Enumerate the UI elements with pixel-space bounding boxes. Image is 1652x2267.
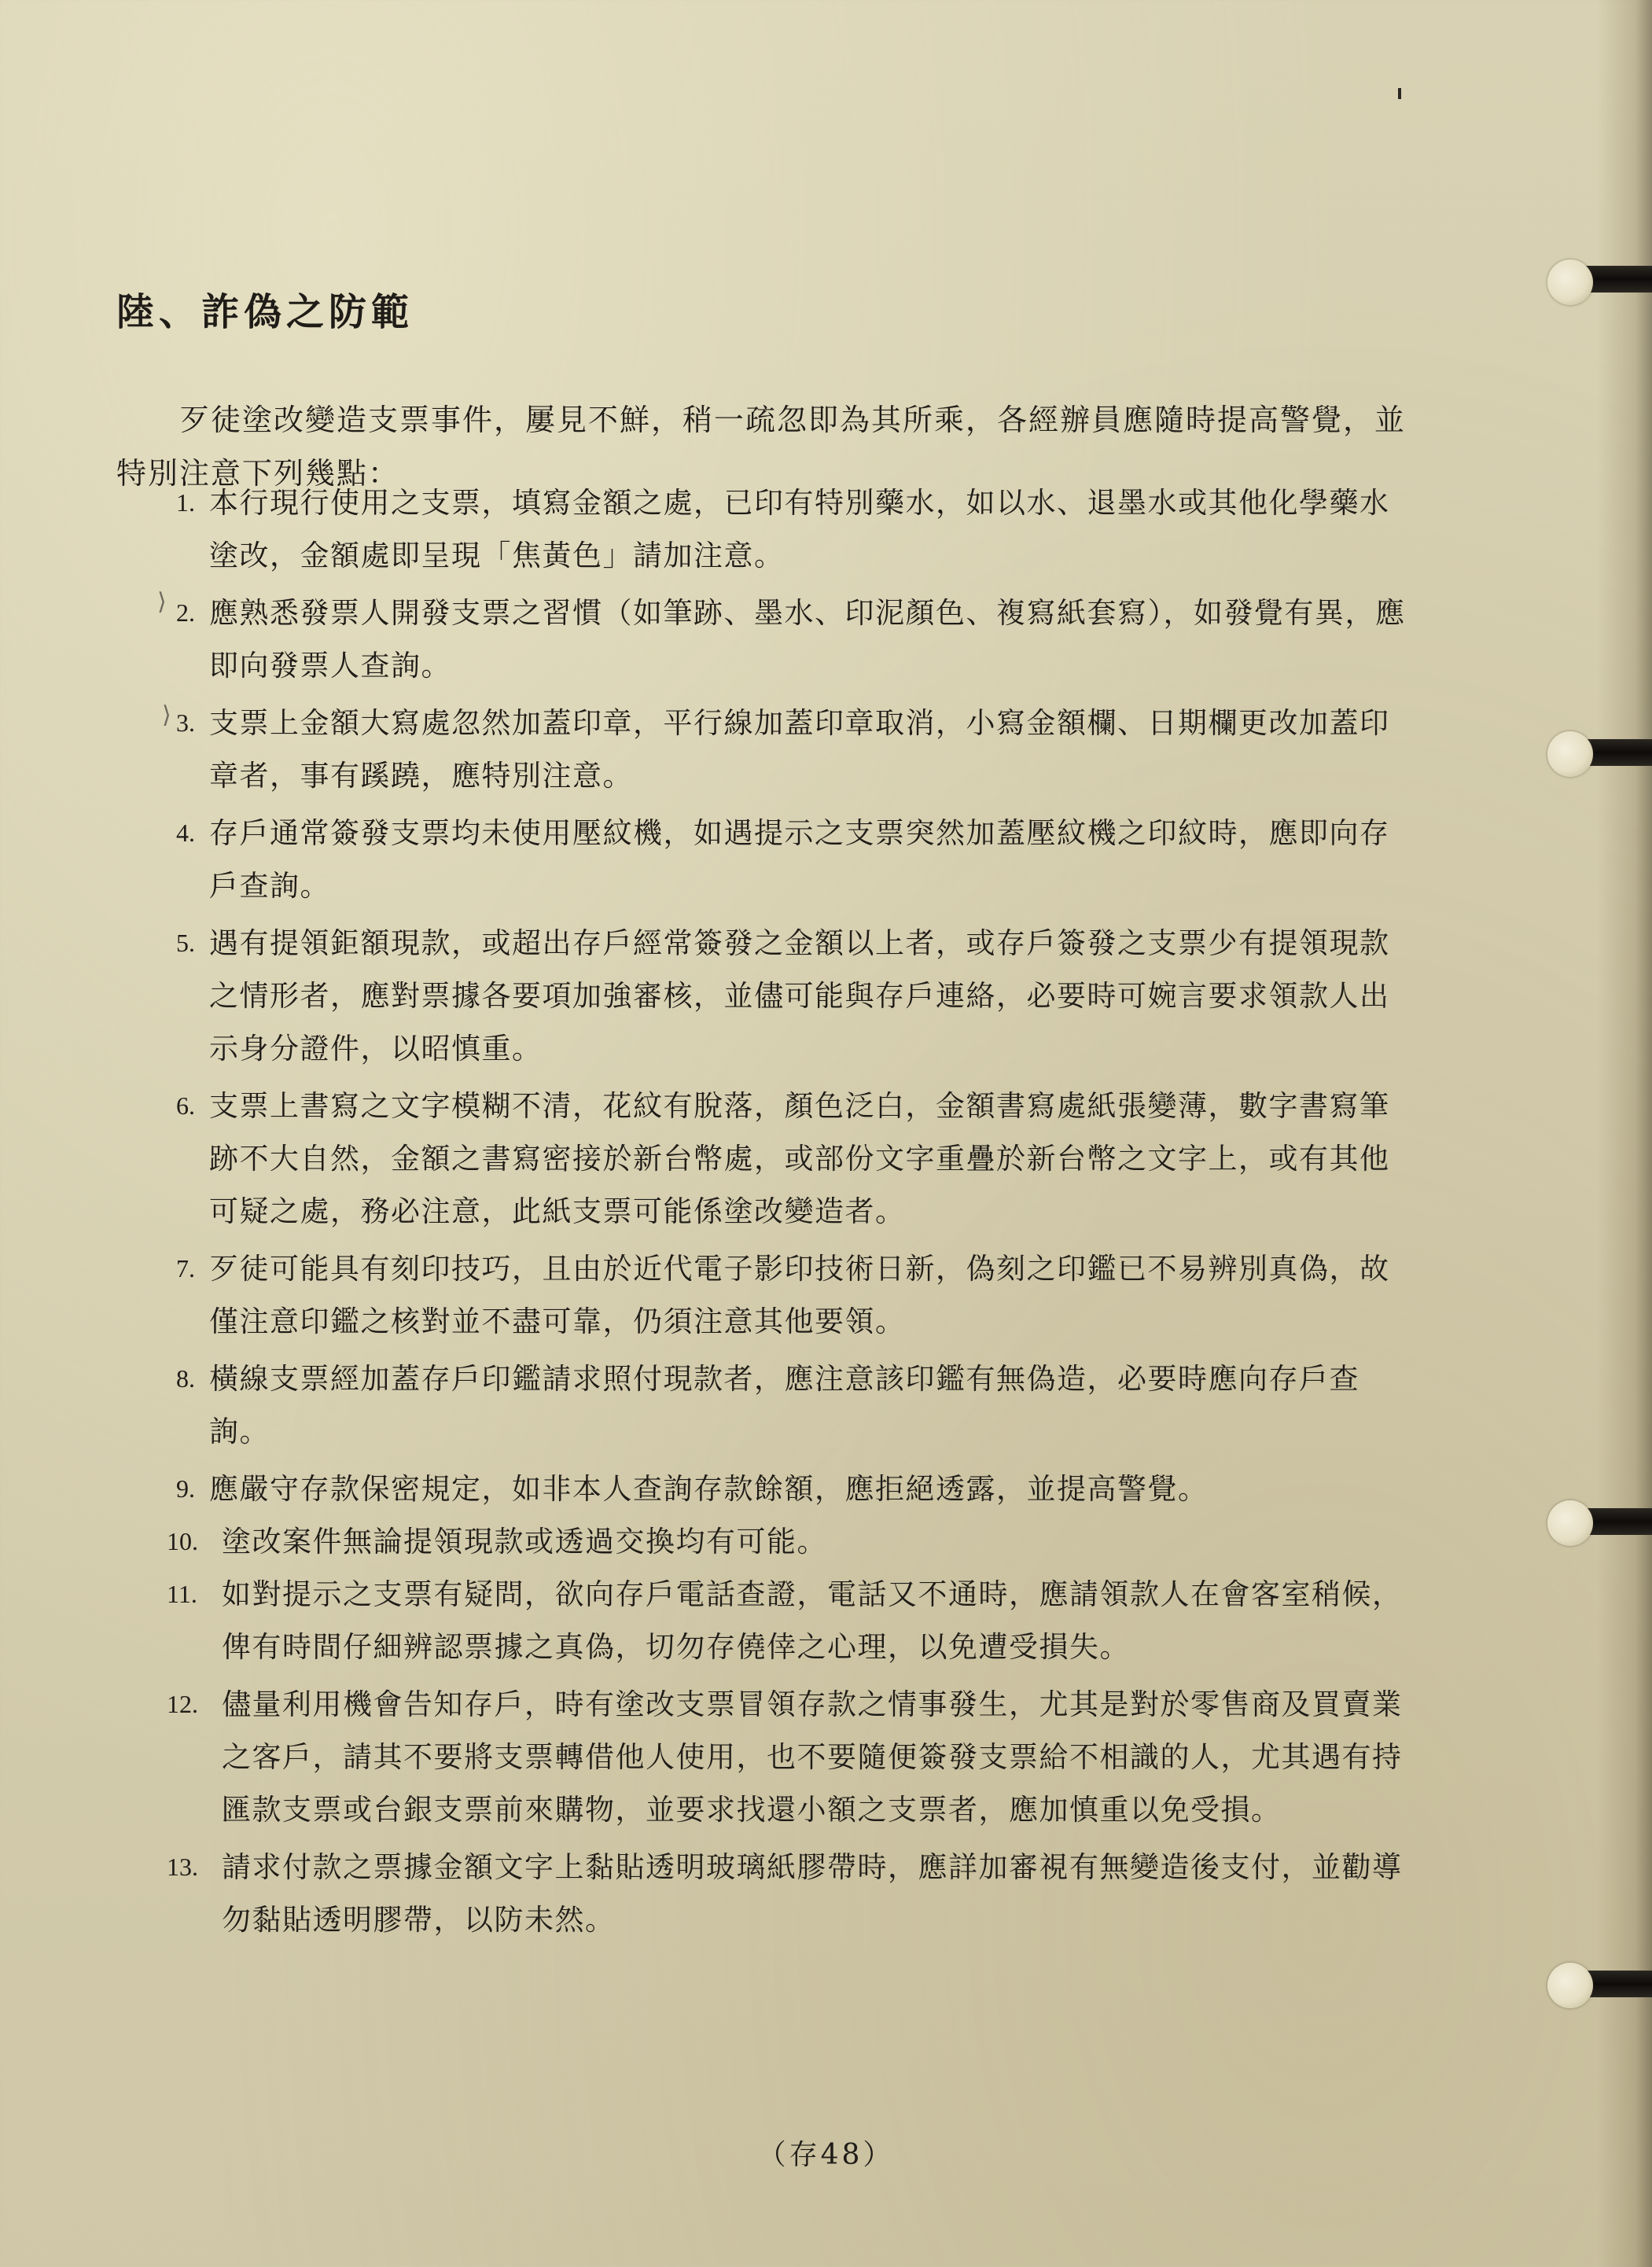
item-number: 12. bbox=[167, 1690, 198, 1718]
item-text: 歹徒可能具有刻印技巧，且由於近代電子影印技術日新，偽刻之印鑑已不易辨別真偽，故僅注意印鑑之核對並不盡可靠，仍須注意其他要領。 bbox=[209, 1252, 1390, 1338]
list-item bbox=[176, 1242, 1409, 1348]
item-number: 4. bbox=[176, 819, 195, 847]
item-text: 應嚴守存款保密規定，如非本人查詢存款餘額，應拒絕透露，並提高警覺。 bbox=[209, 1472, 1209, 1506]
item-text: 本行現行使用之支票，填寫金額之處，已印有特別藥水，如以水、退墨水或其他化學藥水塗改，金額處即呈現「焦黃色」請加注意。 bbox=[209, 486, 1390, 572]
item-text: 請求付款之票據金額文字上黏貼透明玻璃紙膠帶時，應詳加審視有無變造後支付，並勸導勿黏貼透明膠帶，以防未然。 bbox=[222, 1850, 1403, 1937]
item-text: 橫線支票經加蓋存戶印鑑請求照付現款者，應注意該印鑑有無偽造，必要時應向存戶查詢。 bbox=[209, 1362, 1359, 1448]
binding-hole bbox=[1547, 259, 1593, 305]
binding-hole bbox=[1547, 1500, 1593, 1546]
item-number: 5. bbox=[176, 929, 195, 957]
binding-hole bbox=[1547, 1963, 1593, 2008]
item-text: 如對提示之支票有疑問，欲向存戶電話查證，電話又不通時，應請領款人在會客室稍候，俾有時間仔細辨認票據之真偽，切勿存僥倖之心理，以免遭受損失。 bbox=[222, 1577, 1403, 1664]
list-item bbox=[176, 1080, 1409, 1238]
item-text: 存戶通常簽發支票均未使用壓紋機，如遇提示之支票突然加蓋壓紋機之印紋時，應即向存戶查詢。 bbox=[209, 816, 1390, 903]
list-item bbox=[176, 807, 1409, 912]
list-item bbox=[176, 477, 1409, 582]
item-number: 10. bbox=[167, 1527, 198, 1555]
list-item bbox=[176, 1352, 1409, 1458]
list-item bbox=[167, 1678, 1409, 1836]
intro-paragraph: 歹徒塗改變造支票事件，屢見不鮮，稍一疏忽即為其所乘，各經辦員應隨時提高警覺，並特別注意下列幾點： bbox=[116, 403, 1407, 491]
item-text: 支票上金額大寫處忽然加蓋印章，平行線加蓋印章取消，小寫金額欄、日期欄更改加蓋印章者，事有蹊蹺，應特別注意。 bbox=[209, 706, 1390, 793]
list-item bbox=[176, 917, 1409, 1075]
item-number: 8. bbox=[176, 1364, 195, 1393]
item-number: 9. bbox=[176, 1474, 195, 1503]
page-number: （存48） bbox=[757, 2139, 895, 2171]
list-item bbox=[176, 1463, 1409, 1515]
item-text: 支票上書寫之文字模糊不清，花紋有脫落，顏色泛白，金額書寫處紙張變薄，數字書寫筆跡不大自然，金額之書寫密接於新台幣處，或部份文字重疊於新台幣之文字上，或有其他可疑之處，務必注意，此紙支票可能係塗改變造者。 bbox=[209, 1089, 1390, 1228]
section-title: 陸、詐偽之防範 bbox=[116, 290, 414, 334]
pencil-check-mark: ⟩ bbox=[162, 701, 171, 729]
item-number: 7. bbox=[176, 1254, 195, 1283]
item-text: 塗改案件無論提領現款或透過交換均有可能。 bbox=[222, 1525, 827, 1559]
page-edge-shadow bbox=[1597, 0, 1652, 2267]
item-text: 應熟悉發票人開發支票之習慣（如筆跡、墨水、印泥顏色、複寫紙套寫），如發覺有異，應即向發票人查詢。 bbox=[209, 596, 1406, 683]
list-item bbox=[167, 1568, 1409, 1673]
item-number: 11. bbox=[167, 1580, 197, 1608]
list-item bbox=[167, 1515, 1409, 1568]
list-item bbox=[167, 1841, 1409, 1946]
item-text: 遇有提領鉅額現款，或超出存戶經常簽發之金額以上者，或存戶簽發之支票少有提領現款之情形者，應對票據各要項加強審核，並儘可能與存戶連絡，必要時可婉言要求領款人出示身分證件，以昭慎重。 bbox=[209, 926, 1390, 1065]
pencil-check-mark: ⟩ bbox=[157, 588, 167, 616]
list-item bbox=[176, 697, 1409, 802]
item-number: 2. bbox=[176, 598, 195, 627]
item-text: 儘量利用機會告知存戶，時有塗改支票冒領存款之情事發生，尤其是對於零售商及買賣業之客戶，請其不要將支票轉借他人使用，也不要隨便簽發支票給不相識的人，尤其遇有持匯款支票或台銀支票前來購物，並要求找還小額之支票者，應加慎重以免受損。 bbox=[222, 1687, 1403, 1827]
precaution-list bbox=[167, 477, 1409, 1946]
list-item bbox=[176, 587, 1409, 692]
item-number: 6. bbox=[176, 1091, 195, 1120]
item-number: 3. bbox=[176, 708, 195, 737]
binding-hole bbox=[1547, 731, 1593, 777]
item-number: 1. bbox=[176, 488, 195, 517]
margin-tick-mark bbox=[1398, 88, 1401, 99]
item-number: 13. bbox=[167, 1853, 198, 1881]
